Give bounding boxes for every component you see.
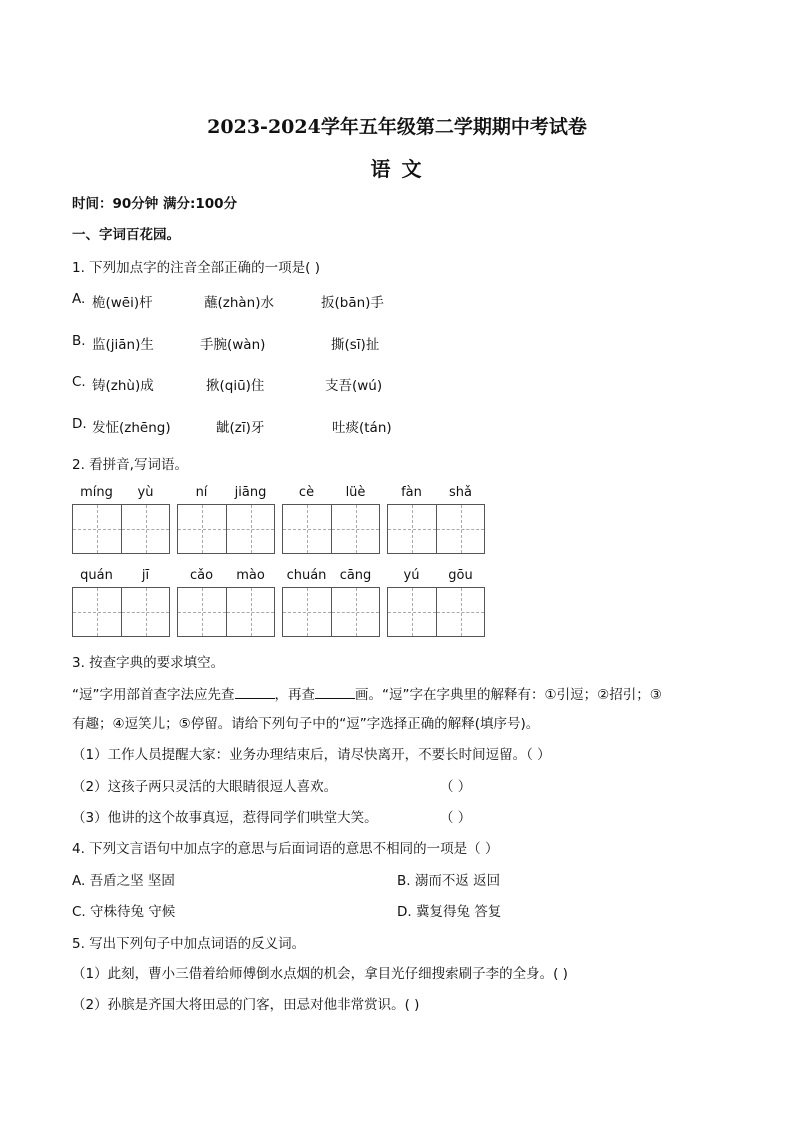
option-item: 发怔(zhēng) [92,420,171,436]
exam-title: 2023-2024学年五年级第二学期期中考试卷 [207,116,587,138]
pinyin-label: fàn [401,485,422,500]
text-part: ，再查 [274,687,315,703]
writing-cell[interactable] [283,588,331,636]
option-item: 蘸(zhàn)水 [204,295,275,311]
pinyin-label: shǎ [449,485,472,500]
option-item: 揪(qiū)住 [206,378,265,394]
question-3-sub-1: （1）工作人员提醒大家：业务办理结束后，请尽快离开，不要长时间逗留。（ ） [72,747,551,763]
option-label: A. [72,291,86,307]
writing-cell[interactable] [178,505,226,553]
writing-cell[interactable] [436,505,484,553]
word-box [387,567,485,637]
option-item: 撕(sī)扯 [331,337,380,353]
pinyin-label: lüè [345,485,366,500]
option-label: D. [72,416,87,432]
option-label: B. [72,333,86,349]
option-label: C. [72,374,86,390]
option-item: 支吾(wú) [325,378,383,394]
question-3-stem: 3. 按查字典的要求填空。 [72,655,225,671]
question-5-stem: 5. 写出下列句子中加点词语的反义词。 [72,936,306,952]
subject-title: 语 文 [370,157,424,181]
pinyin-label: jiāng [234,485,267,500]
word-box [177,484,275,554]
question-4-option-d: D. 冀复得兔 答复 [397,904,502,920]
writing-cell[interactable] [73,588,121,636]
option-item: 吐痰(tán) [332,420,392,436]
text-part: “逗”字用部首查字法应先查 [72,687,235,703]
answer-blank[interactable] [235,684,275,699]
option-item: 手腕(wàn) [200,337,266,353]
text-part: 画。“逗”字在字典里的解释有：①引逗；②招引；③ [355,687,662,703]
question-3-line-2: 有趣；④逗笑儿；⑤停留。请给下列句子中的“逗”字选择正确的解释(填序号)。 [72,716,540,732]
word-box [72,567,170,637]
pinyin-label: cè [298,485,315,500]
pinyin-label: ní [195,485,208,500]
option-item: 监(jiān)生 [92,337,154,353]
word-box [282,484,380,554]
writing-cell[interactable] [121,505,169,553]
writing-cell[interactable] [178,588,226,636]
question-5-sub-2: （2）孙膑是齐国大将田忌的门客，田忌对他非常赏识。( ) [72,997,420,1013]
writing-cell[interactable] [436,588,484,636]
section-heading: 一、字词百花园。 [72,227,180,243]
question-3-sub-2: （2）这孩子两只灵活的大眼睛很逗人喜欢。 [72,779,338,795]
question-4-option-b: B. 溺而不返 返回 [397,873,501,889]
time-info: 时间：90分钟 满分:100分 [72,196,238,212]
writing-cell[interactable] [226,588,274,636]
pinyin-label: míng [80,485,113,500]
word-box [282,567,380,637]
question-2-stem: 2. 看拼音,写词语。 [72,457,188,473]
question-3-line-1 [72,683,662,703]
writing-cell[interactable] [331,505,379,553]
pinyin-label: yú [403,568,420,583]
writing-cell[interactable] [121,588,169,636]
word-box [177,567,275,637]
writing-cell[interactable] [388,505,436,553]
option-item: 桅(wēi)杆 [92,295,153,311]
pinyin-label: yù [137,485,154,500]
answer-paren[interactable]: （ ） [440,779,472,795]
answer-blank[interactable] [315,684,355,699]
question-4-stem: 4. 下列文言语句中加点字的意思与后面词语的意思不相同的一项是（ ） [72,841,499,857]
question-4-option-c: C. 守株待兔 守候 [72,904,176,920]
question-1-stem: 1. 下列加点字的注音全部正确的一项是( ) [72,260,320,276]
pinyin-grid-row-1 [72,484,485,554]
pinyin-label: quán [80,568,113,583]
option-item: 扳(bān)手 [321,295,384,311]
option-item: 铸(zhù)成 [92,378,154,394]
writing-cell[interactable] [226,505,274,553]
pinyin-grid-row-2 [72,567,485,637]
writing-cell[interactable] [331,588,379,636]
word-box [72,484,170,554]
pinyin-label: mào [236,568,265,583]
writing-cell[interactable] [73,505,121,553]
word-box [387,484,485,554]
pinyin-label: jī [141,568,150,583]
question-3-sub-3: （3）他讲的这个故事真逗，惹得同学们哄堂大笑。 [72,810,378,826]
writing-cell[interactable] [388,588,436,636]
question-5-sub-1: （1）此刻，曹小三借着给师傅倒水点烟的机会，拿目光仔细搜索刷子李的全身。( ) [72,966,568,982]
pinyin-label: cāng [339,568,372,583]
option-item: 龇(zī)牙 [216,420,265,436]
pinyin-label: gōu [448,568,473,583]
pinyin-label: chuán [286,568,327,583]
writing-cell[interactable] [283,505,331,553]
answer-paren[interactable]: （ ） [440,810,472,826]
question-4-option-a: A. 吾盾之坚 坚固 [72,873,175,889]
pinyin-label: cǎo [189,568,214,583]
